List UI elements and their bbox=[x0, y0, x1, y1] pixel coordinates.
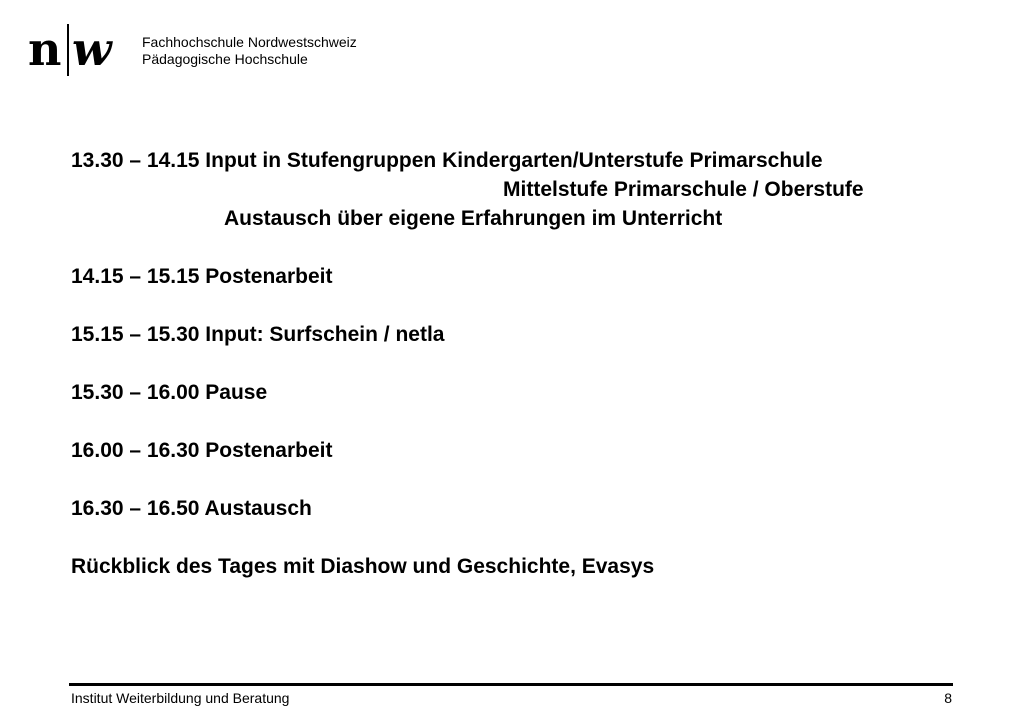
agenda-item-postenarbeit-2: 16.00 – 16.30 Postenarbeit bbox=[71, 439, 333, 462]
logo bbox=[28, 20, 368, 78]
agenda-item-postenarbeit-1: 14.15 – 15.15 Postenarbeit bbox=[71, 265, 333, 288]
footer-divider bbox=[69, 683, 953, 686]
agenda-item-input-stufengruppen: 13.30 – 14.15 Input in Stufengruppen Kindergarten/Unterstufe Primarschule bbox=[71, 149, 823, 172]
agenda-item-rueckblick: Rückblick des Tages mit Diashow und Geschichte, Evasys bbox=[71, 555, 655, 578]
footer-institute: Institut Weiterbildung und Beratung bbox=[71, 690, 290, 706]
school-name: Pädagogische Hochschule bbox=[142, 51, 308, 67]
agenda bbox=[71, 146, 971, 581]
agenda-item-input-surfschein: 15.15 – 15.30 Input: Surfschein / netla bbox=[71, 323, 445, 346]
agenda-item-austausch-erfahrungen: Austausch über eigene Erfahrungen im Unterricht bbox=[224, 207, 723, 230]
agenda-item-austausch: 16.30 – 16.50 Austausch bbox=[71, 497, 312, 520]
logo-letter-n: n bbox=[28, 22, 62, 76]
institution-name: Fachhochschule Nordwestschweiz bbox=[142, 34, 357, 50]
agenda-item-input-stufengruppen-cont: Mittelstufe Primarschule / Oberstufe bbox=[503, 178, 864, 201]
logo-letter-w: w bbox=[72, 22, 112, 76]
logo-text bbox=[142, 34, 357, 68]
page-number: 8 bbox=[944, 690, 952, 706]
agenda-item-pause: 15.30 – 16.00 Pause bbox=[71, 381, 268, 404]
logo-divider bbox=[67, 24, 69, 76]
